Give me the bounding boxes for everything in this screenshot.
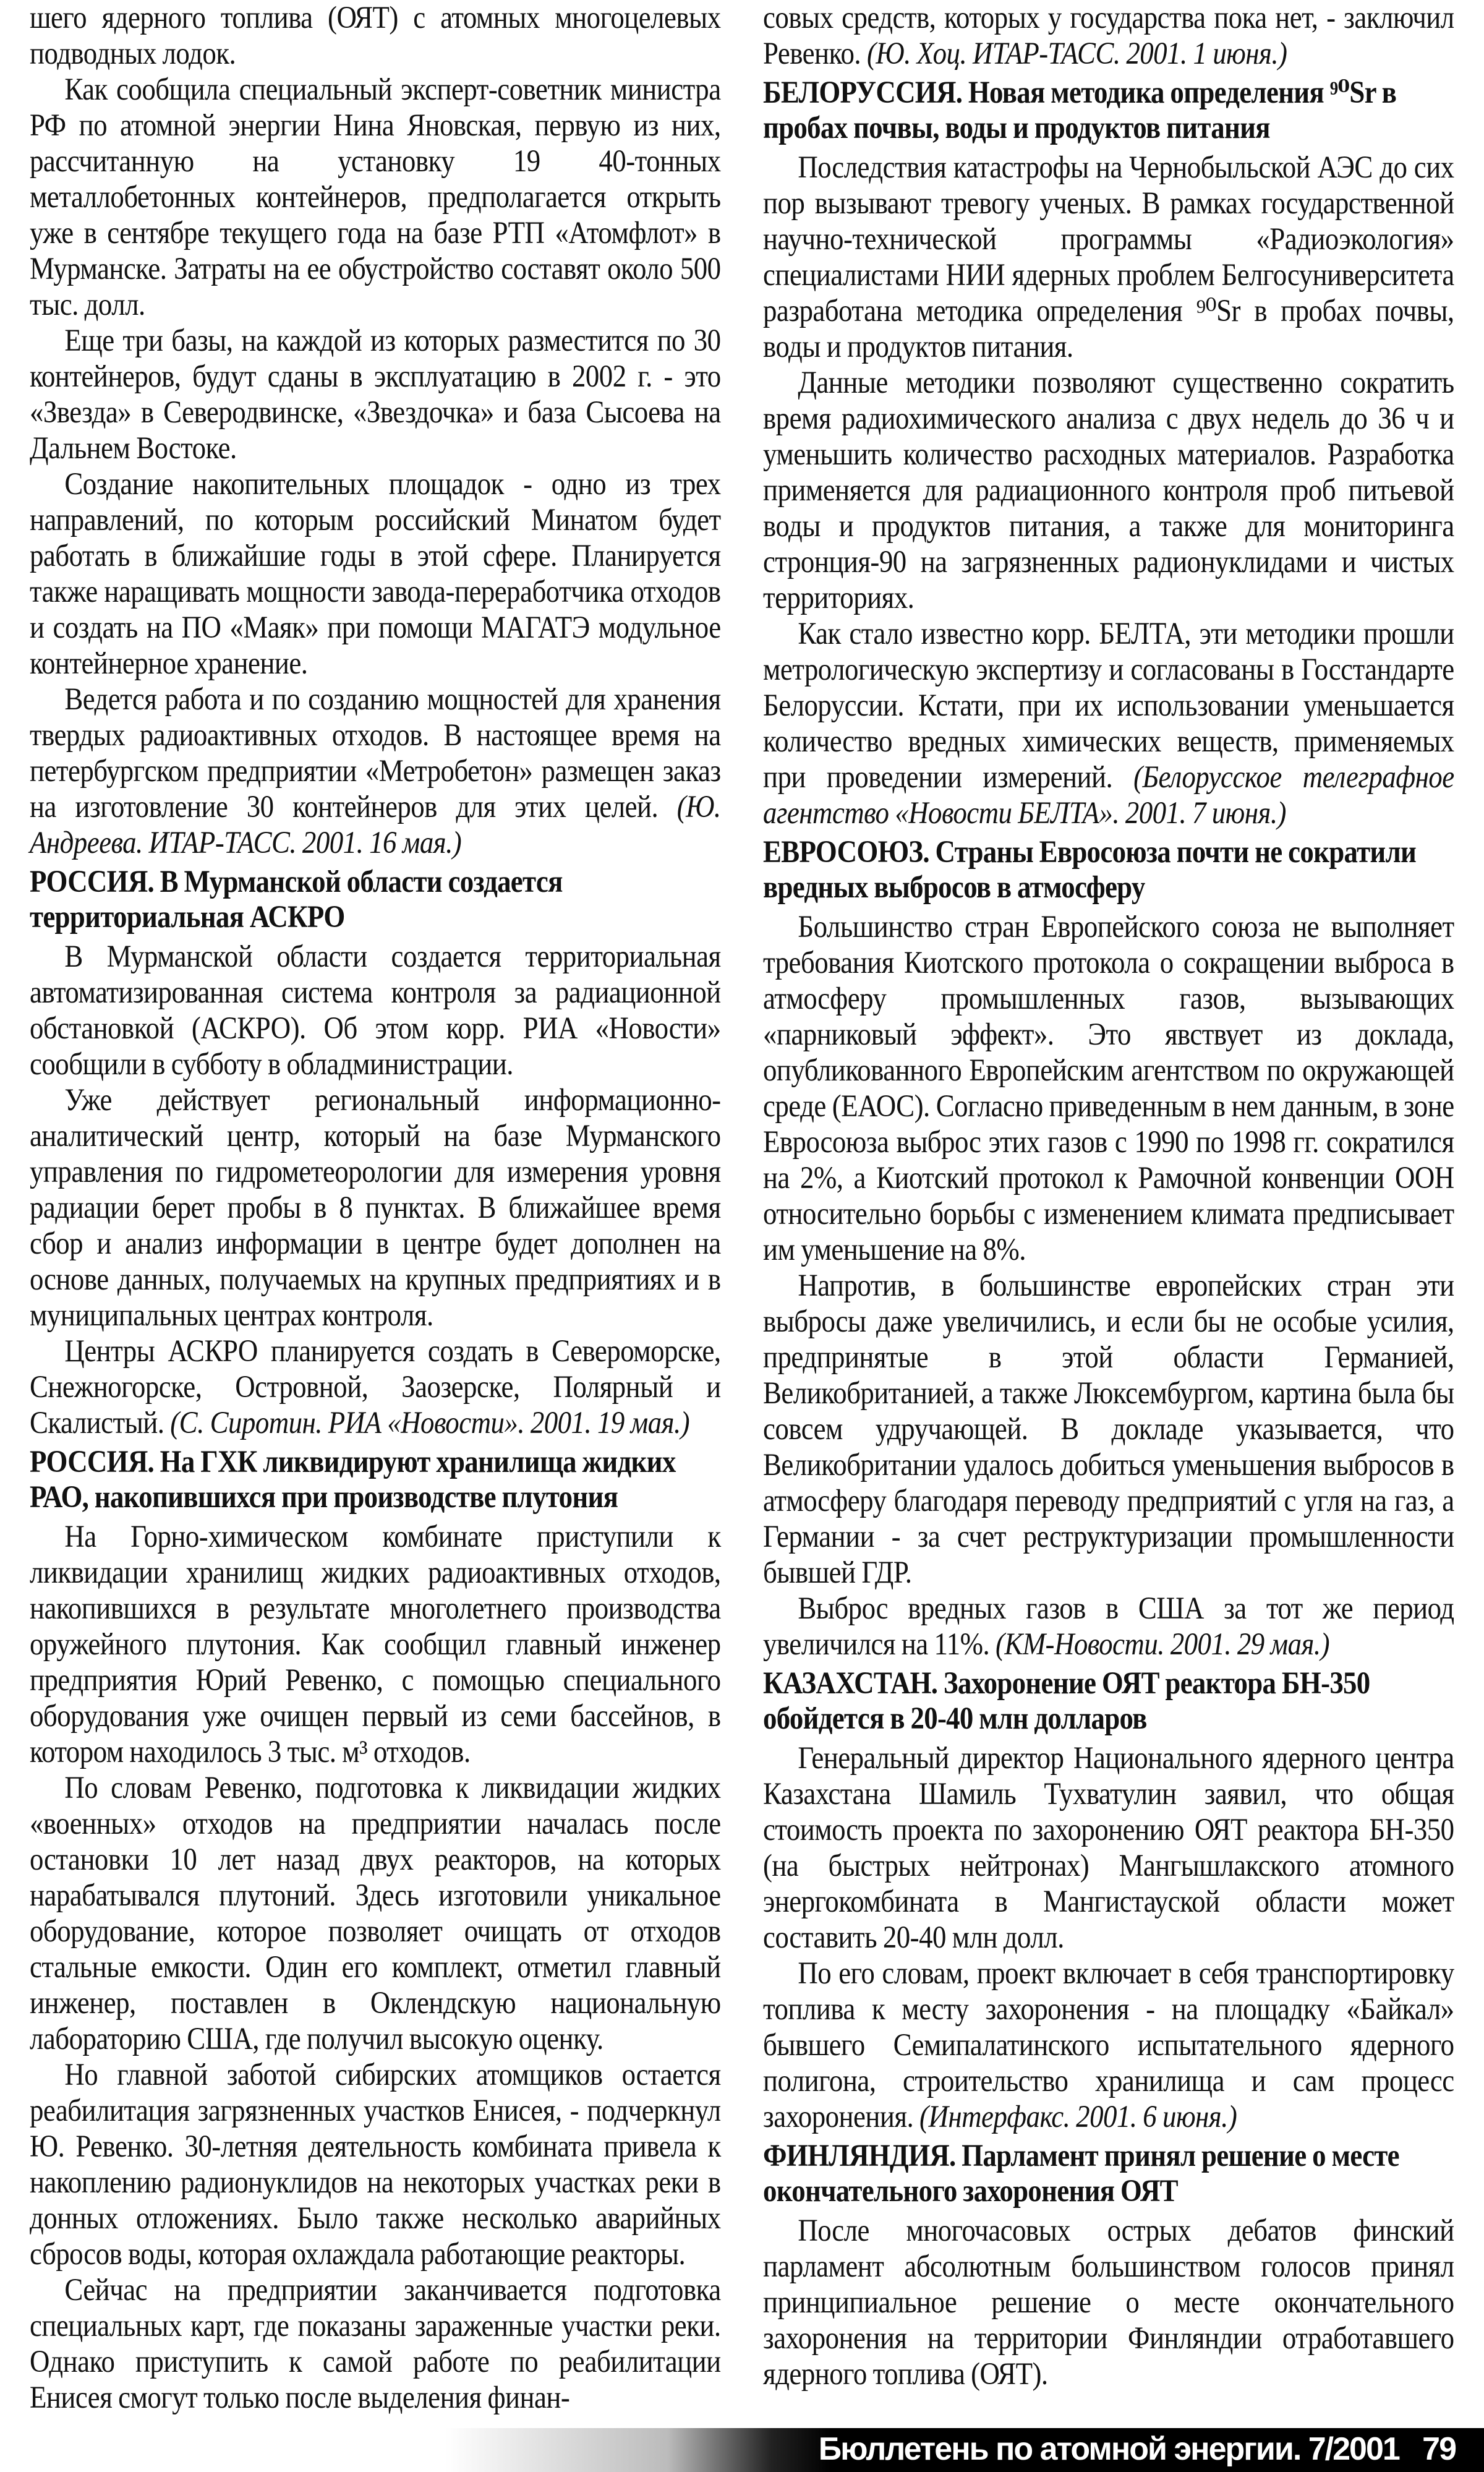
paragraph-text: Ведется работа и по созданию мощностей для хранения твердых радиоактивных отходов. В настоящее время на петербургском предприятии «Метробетон» размещен заказ на изготовление 30 контейнеров для этих целей.: [30, 682, 721, 824]
article-heading: РОССИЯ. В Мурманской области создается территориальная АСКРО: [30, 865, 563, 934]
paragraph: [30, 1519, 721, 1770]
right-column: [763, 0, 1454, 2392]
paragraph-text: Уже действует региональный информационно-аналитический центр, который на базе Мурманского управления по гидрометеорологии для измерения уровня радиации берет пробы в 8 пунктах. В ближайшее время сбор и анализ информации в центре будет дополнен на основе данных, получаемых на крупных предприятиях и в муниципальных центрах контроля.: [30, 1083, 721, 1333]
source-citation: (Ю. Хоц. ИТАР-ТАСС. 2001. 1 июня.): [866, 36, 1287, 71]
paragraph: [763, 1591, 1454, 1662]
paragraph: [30, 682, 721, 861]
paragraph: [763, 1268, 1454, 1591]
paragraph-text: Сейчас на предприятии заканчивается подготовка специальных карт, где показаны зараженные участки реки. Однако приступить к самой работе по реабилитации Енисея смогут только после выделения финан-: [30, 2273, 721, 2415]
paragraph: [763, 1740, 1454, 1956]
paragraph: [763, 365, 1454, 616]
right-column-wrapper: [763, 0, 1454, 2392]
page-footer: [0, 2428, 1484, 2472]
article-heading: КАЗАХСТАН. Захоронение ОЯТ реактора БН-350 обойдется в 20-40 млн долларов: [763, 1666, 1370, 1736]
paragraph-text: Но главной заботой сибирских атомщиков остается реабилитация загрязненных участков Енисея, - подчеркнул Ю. Ревенко. 30-летняя деятельность комбината привела к накоплению радионуклидов на некоторых участках реки в донных отложениях. Было также несколько аварийных сбросов воды, которая охлаждала работающие реакторы.: [30, 2058, 721, 2272]
paragraph: [30, 1082, 721, 1333]
paragraph: [30, 466, 721, 682]
paragraph: [30, 1770, 721, 2057]
paragraph-text: Создание накопительных площадок - одно из трех направлений, по которым российский Минатом будет работать в ближайшие годы в этой сфере. Планируется также наращивать мощности завода-переработчика отходов и создать на ПО «Маяк» при помощи МАГАТЭ модульное контейнерное хранение.: [30, 467, 721, 681]
source-citation: (Ю. Андреева. ИТАР-ТАСС. 2001. 16 мая.): [30, 790, 721, 860]
paragraph-text: Напротив, в большинстве европейских стран эти выбросы даже увеличились, и если бы не особые усилия, предпринятые в этой области Германией, Великобританией, а также Люксембургом, картина была бы совсем удручающей. В докладе указывается, что Великобритании удалось добиться уменьшения выбросов в атмосферу благодаря переводу предприятий с угля на газ, а Германии - за счет реструктуризации промышленности бывшей ГДР.: [763, 1268, 1454, 1590]
source-citation: (С. Сиротин. РИА «Новости». 2001. 19 мая.): [170, 1406, 690, 1440]
paragraph-text: шего ядерного топлива (ОЯТ) с атомных многоцелевых подводных лодок.: [30, 1, 721, 71]
paragraph: [30, 323, 721, 466]
left-column-wrapper: [30, 0, 721, 2416]
article-heading: ФИНЛЯНДИЯ. Парламент принял решение о месте окончательного захоронения ОЯТ: [763, 2139, 1399, 2209]
paragraph-text: Центры АСКРО планируется создать в Североморске, Снежногорске, Островной, Заозерске, Полярный и Скалистый.: [30, 1334, 721, 1440]
paragraph: [30, 0, 721, 72]
paragraph-text: Еще три базы, на каждой из которых разместится по 30 контейнеров, будут сданы в эксплуатацию в 2002 г. - это «Звезда» в Северодвинске, «Звездочка» и база Сысоева на Дальнем Востоке.: [30, 323, 721, 466]
paragraph-text: На Горно-химическом комбинате приступили к ликвидации хранилищ жидких радиоактивных отходов, накопившихся в результате многолетнего производства оружейного плутония. Как сообщил главный инженер предприятия Юрий Ревенко, с помощью специального оборудования уже очищен первый из семи бассейнов, в котором находилось 3 тыс. м³ отходов.: [30, 1520, 721, 1769]
paragraph: [763, 150, 1454, 365]
paragraph: [30, 939, 721, 1082]
article-heading: ЕВРОСОЮЗ. Страны Евросоюза почти не сократили вредных выбросов в атмосферу: [763, 835, 1417, 905]
paragraph: [763, 909, 1454, 1268]
paragraph-text: Данные методики позволяют существенно сократить время радиохимического анализа с двух недель до 36 ч и уменьшить количество расходных материалов. Разработка применяется для радиационного контроля проб питьевой воды и продуктов питания, а также для мониторинга стронция-90 на загрязненных радионуклидами и чистых территориях.: [763, 366, 1454, 615]
paragraph: [763, 2213, 1454, 2392]
footer-text: [819, 2431, 1456, 2468]
paragraph: [763, 1956, 1454, 2135]
paragraph: [763, 616, 1454, 831]
paragraph-text: Выброс вредных газов в США за тот же период увеличился на 11%.: [763, 1591, 1454, 1662]
paragraph-text: Большинство стран Европейского союза не выполняет требования Киотского протокола о сокращении выброса в атмосферу промышленных газов, вызывающих «парниковый эффект». Это явствует из доклада, опубликованного Европейским агентством по окружающей среде (ЕАОС). Согласно приведенным в нем данным, в зоне Евросоюза выброс этих газов с 1990 по 1998 гг. сократился на 2%, а Киотский протокол к Рамочной конвенции ООН относительно борьбы с изменением климата предписывает им уменьшение на 8%.: [763, 910, 1454, 1267]
paragraph-text: После многочасовых острых дебатов финский парламент абсолютным большинством голосов принял принципиальное решение о месте окончательного захоронения на территории Финляндии отработавшего ядерного топлива (ОЯТ).: [763, 2213, 1454, 2392]
paragraph: [30, 72, 721, 323]
article-heading: БЕЛОРУССИЯ. Новая методика определения ⁹⁰Sr в пробах почвы, воды и продуктов питания: [763, 75, 1397, 145]
source-citation: (Белорусское телеграфное агентство «Новости БЕЛТА». 2001. 7 июня.): [763, 760, 1454, 831]
paragraph-text: совых средств, которых у государства пока нет, - заключил Ревенко.: [763, 1, 1454, 71]
source-citation: (Интерфакс. 2001. 6 июня.): [919, 2100, 1237, 2134]
source-citation: (КМ-Новости. 2001. 29 мая.): [996, 1627, 1329, 1662]
paragraph-text: Как сообщила специальный эксперт-советник министра РФ по атомной энергии Нина Яновская, первую из них, рассчитанную на установку 19 40-тонных металлобетонных контейнеров, предполагается открыть уже в сентябре текущего года на базе РТП «Атомфлот» в Мурманске. Затраты на ее обустройство составят около 500 тыс. долл.: [30, 72, 721, 322]
paragraph: [30, 1333, 721, 1441]
article-heading: РОССИЯ. На ГХК ликвидируют хранилища жидких РАО, накопившихся при производстве плутония: [30, 1445, 676, 1515]
paragraph-text: По его словам, проект включает в себя транспортировку топлива к месту захоронения - на площадку «Байкал» бывшего Семипалатинского испытательного ядерного полигона, строительство хранилища и сам процесс захоронения.: [763, 1956, 1454, 2134]
journal-issue: Бюллетень по атомной энергии. 7/2001: [818, 2431, 1399, 2467]
paragraph: [30, 2057, 721, 2272]
paragraph: [30, 2272, 721, 2416]
left-column: [30, 0, 721, 2416]
paragraph-text: Как стало известно корр. БЕЛТА, эти методики прошли метрологическую экспертизу и согласованы в Госстандарте Белоруссии. Кстати, при их использовании уменьшается количество вредных химических веществ, применяемых при проведении измерений.: [763, 617, 1454, 795]
paragraph: [763, 0, 1454, 72]
paragraph-text: Последствия катастрофы на Чернобыльской АЭС до сих пор вызывают тревогу ученых. В рамках государственной научно-технической программы «Радиоэкология» специалистами НИИ ядерных проблем Белгосуниверситета разработана методика определения ⁹⁰Sr в пробах почвы, воды и продуктов питания.: [763, 150, 1454, 364]
page-number: 79: [1422, 2431, 1456, 2467]
paragraph-text: По словам Ревенко, подготовка к ликвидации жидких «военных» отходов на предприятии началась после остановки 10 лет назад двух реакторов, на которых нарабатывался плутоний. Здесь изготовили уникальное оборудование, которое позволяет очищать от отходов стальные емкости. Один его комплект, отметил главный инженер, поставлен в Оклендскую национальную лабораторию США, где получил высокую оценку.: [30, 1771, 721, 2056]
paragraph-text: В Мурманской области создается территориальная автоматизированная система контроля за радиационной обстановкой (АСКРО). Об этом корр. РИА «Новости» сообщили в субботу в обладминистрации.: [30, 939, 721, 1082]
paragraph-text: Генеральный директор Национального ядерного центра Казахстана Шамиль Тухватулин заявил, что общая стоимость проекта по захоронению ОЯТ реактора БН-350 (на быстрых нейтронах) Мангышлакского атомного энергокомбината в Мангистауской области может составить 20-40 млн долл.: [763, 1741, 1454, 1955]
